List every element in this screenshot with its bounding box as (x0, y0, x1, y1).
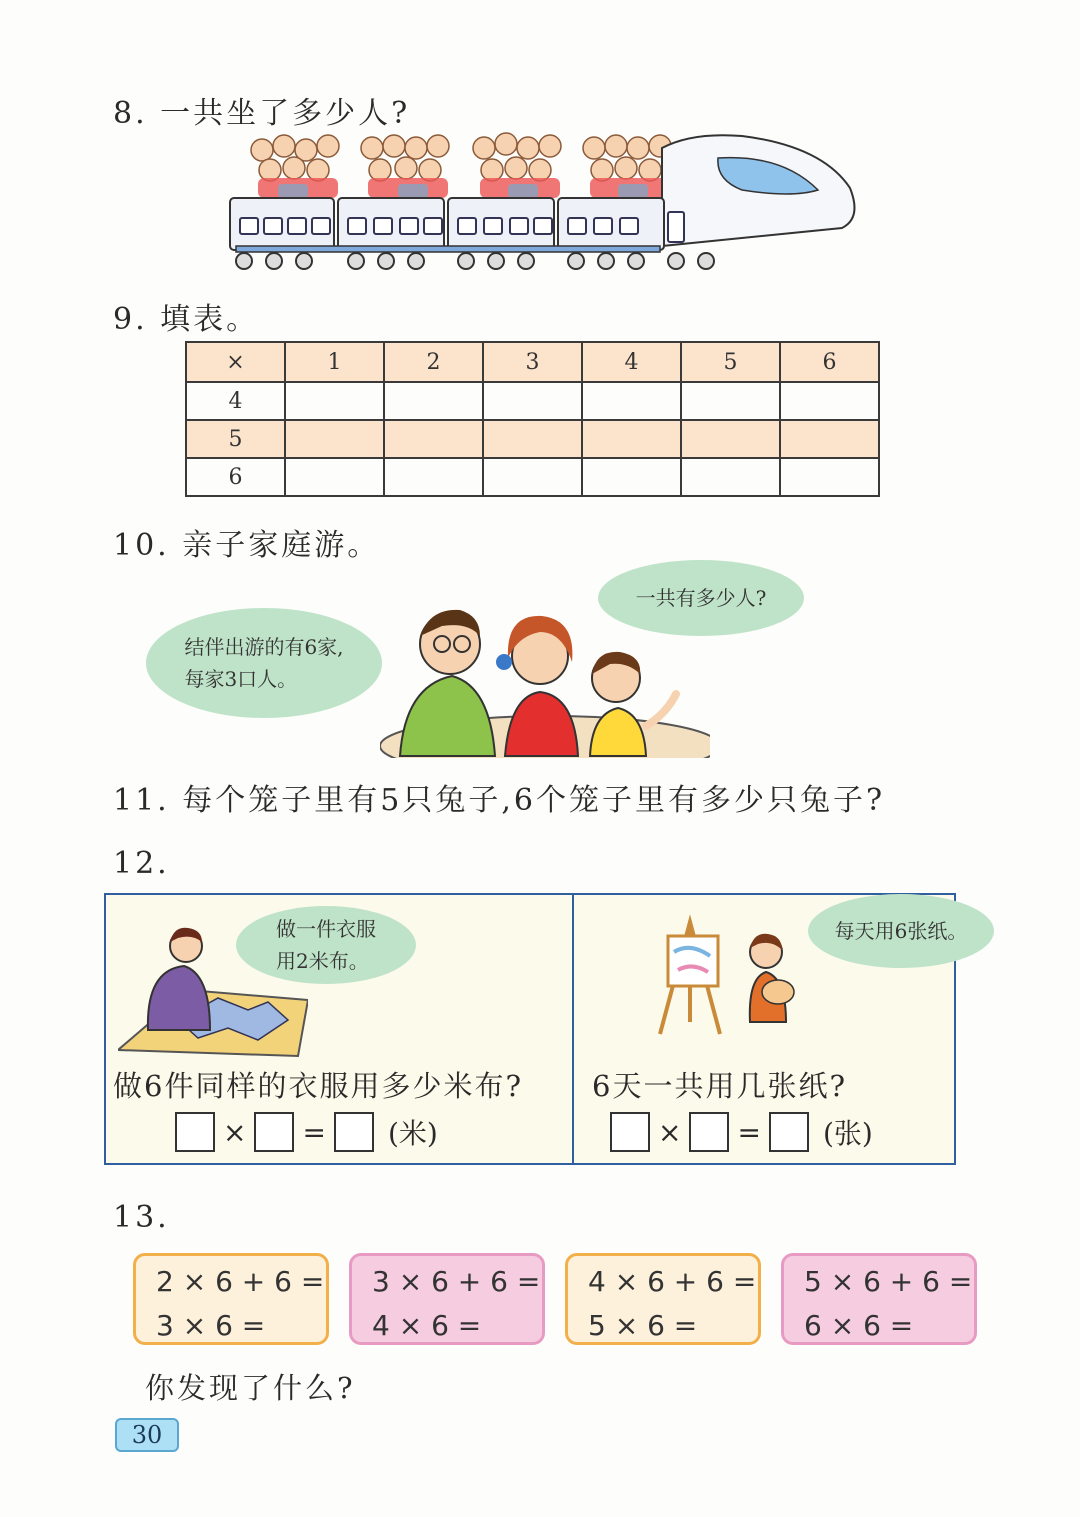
equation-left (175, 1112, 438, 1152)
bubble-text: 一共有多少人? (635, 586, 767, 610)
table-cell-header: 2 (384, 342, 483, 382)
unit-label: (米) (387, 1117, 438, 1150)
times-sign: × (658, 1115, 682, 1149)
answer-cell[interactable] (483, 458, 582, 496)
expression-line: 3 × 6 = (156, 1309, 266, 1342)
expression-line: 5 × 6 = (588, 1309, 698, 1342)
expression-line: 5 × 6 + 6 = (804, 1265, 973, 1298)
row-label: 4 (186, 382, 285, 420)
answer-box[interactable] (175, 1112, 215, 1152)
expression-line: 4 × 6 = (372, 1309, 482, 1342)
bubble-line: 每家3口人。 (184, 667, 298, 691)
answer-cell[interactable] (780, 382, 879, 420)
answer-cell[interactable] (384, 458, 483, 496)
expression-card (565, 1253, 761, 1345)
answer-cell[interactable] (285, 420, 384, 458)
table-cell-header: × (186, 342, 285, 382)
equals-sign: = (302, 1115, 326, 1149)
answer-cell[interactable] (681, 382, 780, 420)
expression-line: 6 × 6 = (804, 1309, 914, 1342)
question-12-right: 6天一共用几张纸? (592, 1069, 847, 1103)
answer-cell[interactable] (582, 420, 681, 458)
speech-bubble-painter (808, 894, 994, 968)
expression-card (133, 1253, 329, 1345)
answer-cell[interactable] (483, 382, 582, 420)
answer-box[interactable] (254, 1112, 294, 1152)
equation-right (610, 1112, 873, 1152)
table-cell-header: 4 (582, 342, 681, 382)
family-illustration (380, 596, 710, 758)
page-number: 30 (115, 1418, 179, 1452)
answer-cell[interactable] (681, 420, 780, 458)
answer-box[interactable] (334, 1112, 374, 1152)
answer-cell[interactable] (384, 382, 483, 420)
painter-illustration (650, 912, 800, 1036)
answer-cell[interactable] (681, 458, 780, 496)
answer-cell[interactable] (582, 458, 681, 496)
table-cell-header: 1 (285, 342, 384, 382)
speech-bubble-tailor (236, 906, 416, 984)
answer-cell[interactable] (780, 420, 879, 458)
answer-cell[interactable] (285, 458, 384, 496)
multiplication-table (185, 341, 880, 497)
bubble-line: 用2米布。 (276, 949, 369, 973)
question-12-left: 做6件同样的衣服用多少米布? (113, 1069, 523, 1103)
equals-sign: = (737, 1115, 761, 1149)
question-13-followup: 你发现了什么? (145, 1371, 356, 1405)
expression-line: 4 × 6 + 6 = (588, 1265, 757, 1298)
question-11: 11. 每个笼子里有5只兔子,6个笼子里有多少只兔子? (113, 783, 886, 818)
table-row (186, 458, 879, 496)
question-8: 8. 一共坐了多少人? (113, 96, 411, 131)
table-header-row (186, 342, 879, 382)
answer-cell[interactable] (582, 382, 681, 420)
question-10: 10. 亲子家庭游。 (113, 528, 381, 563)
table-row (186, 382, 879, 420)
row-label: 5 (186, 420, 285, 458)
answer-cell[interactable] (780, 458, 879, 496)
question-9: 9. 填表。 (113, 302, 260, 337)
question-13-number: 13. (113, 1200, 170, 1235)
train-illustration (222, 128, 862, 276)
expression-line: 2 × 6 + 6 = (156, 1265, 325, 1298)
question-12-number: 12. (113, 846, 170, 881)
answer-cell[interactable] (285, 382, 384, 420)
answer-box[interactable] (610, 1112, 650, 1152)
answer-cell[interactable] (384, 420, 483, 458)
answer-cell[interactable] (483, 420, 582, 458)
table-cell-header: 6 (780, 342, 879, 382)
bubble-text: 每天用6张纸。 (834, 919, 968, 943)
times-sign: × (223, 1115, 247, 1149)
answer-box[interactable] (689, 1112, 729, 1152)
answer-box[interactable] (769, 1112, 809, 1152)
bubble-line: 结伴出游的有6家, (184, 635, 344, 659)
bubble-line: 做一件衣服 (276, 917, 376, 941)
row-label: 6 (186, 458, 285, 496)
speech-bubble-left (146, 608, 382, 718)
table-row (186, 420, 879, 458)
expression-card (349, 1253, 545, 1345)
expression-line: 3 × 6 + 6 = (372, 1265, 541, 1298)
table-cell-header: 5 (681, 342, 780, 382)
table-cell-header: 3 (483, 342, 582, 382)
unit-label: (张) (822, 1117, 873, 1150)
expression-card (781, 1253, 977, 1345)
